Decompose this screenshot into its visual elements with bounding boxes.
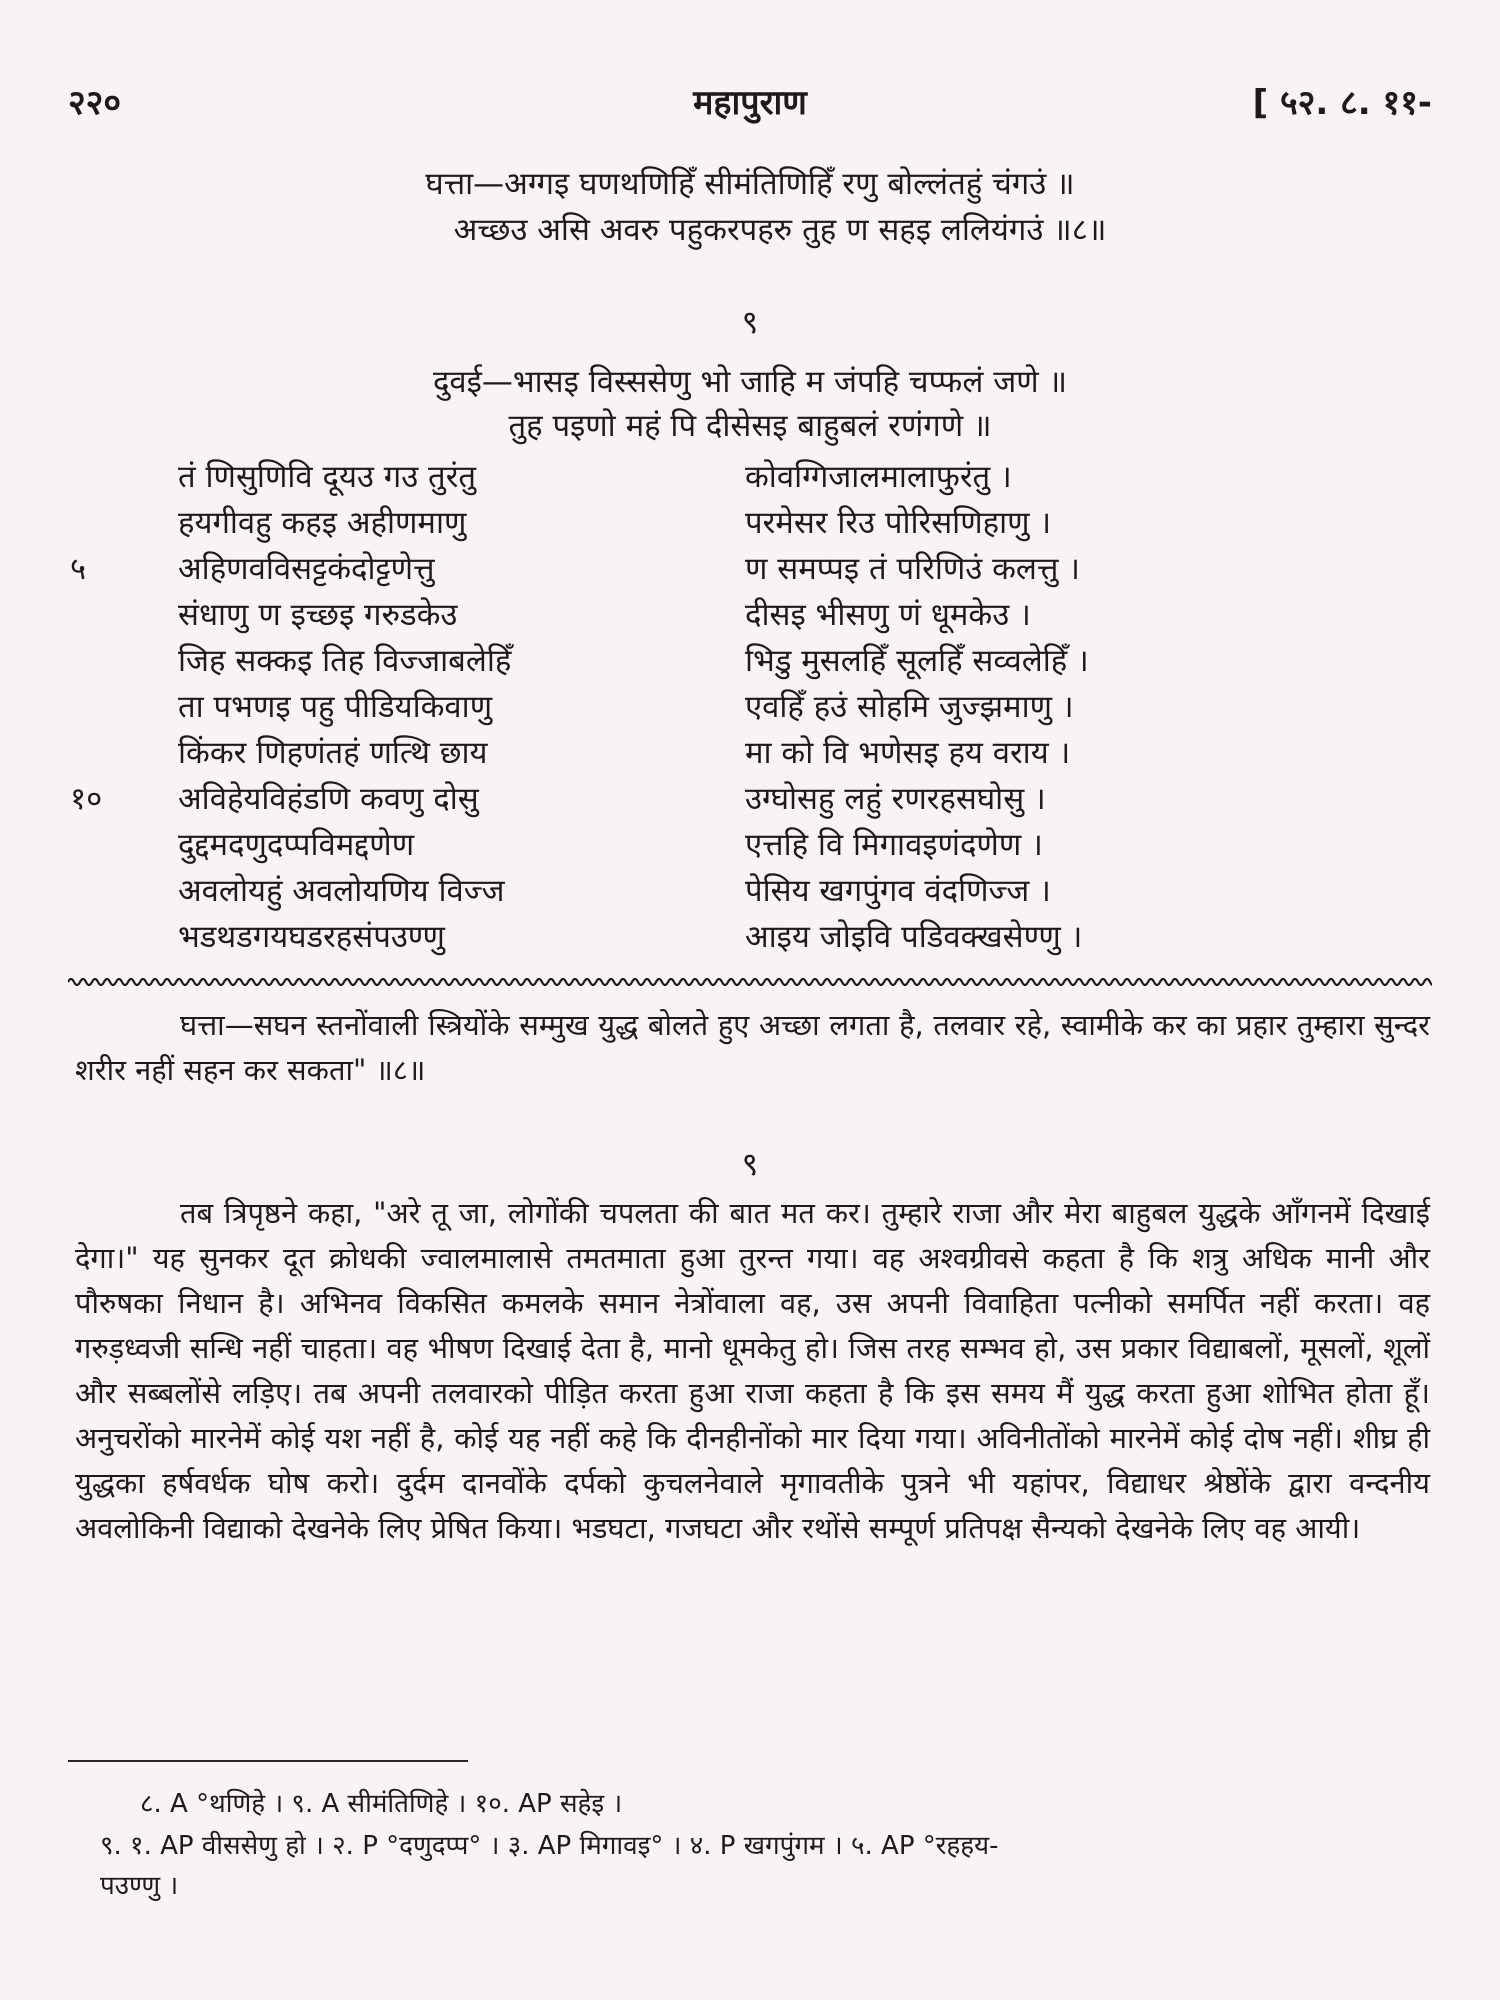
footnote-line-1: ८. A °थणिहे । ९. A सीमंतिणिहे । १०. AP सहेइ ।: [140, 1789, 623, 1819]
verse-right-half: ण समप्पइ तं परिणिउं कलत्तु ।: [745, 551, 1080, 587]
verse-right-half: भिडु मुसलहिँ सूलहिँ सव्वलेहिँ ।: [745, 643, 1089, 679]
verse-left-half: जिह सक्कइ तिह विज्जाबलेहिँ: [178, 643, 512, 679]
footnote-rule: [68, 1760, 468, 1762]
footnote-line-3: पउण्णु ।: [100, 1871, 179, 1901]
verse-row: [0, 547, 1500, 593]
verse-left-half: अविहेयविहंडणि कवणु दोसु: [178, 781, 479, 817]
line-number: ५: [70, 551, 87, 587]
verse-row: [0, 731, 1500, 777]
verse-row: [0, 501, 1500, 547]
verse-right-half: मा को वि भणेसइ हय वराय ।: [745, 735, 1071, 771]
ghatta-verse-line-2: अच्छउ असि अवरु पहुकरपहरु तुह ण सहइ ललियंगउं ॥८॥: [453, 212, 1107, 248]
verse-row: [0, 777, 1500, 823]
verse-right-half: कोवग्गिजालमालाफुरंतु ।: [745, 459, 1012, 495]
ghatta-translation: घत्ता—सघन स्तनोंवाली स्त्रियोंके सम्मुख युद्ध बोलते हुए अच्छा लगता है, तलवार रहे, स्वामीके कर का प्रहार तुम्हारा सुन्दर शरीर नहीं सहन कर सकता" ॥८॥: [75, 1008, 1430, 1087]
page-number: २२०: [68, 83, 122, 123]
verse-right-half: दीसइ भीसणु णं धूमकेउ ।: [745, 597, 1031, 633]
verse-left-half: किंकर णिहणंतहं णत्थि छाय: [178, 735, 488, 771]
verse-left-half: अहिणवविसट्टकंदोट्टणेत्तु: [178, 551, 435, 587]
verse-left-half: अवलोयहुं अवलोयणिय विज्ज: [178, 873, 505, 909]
verse-lines: [0, 455, 1500, 961]
verse-left-half: तं णिसुणिवि दूयउ गउ तुरंतु: [178, 459, 477, 495]
translation-paragraph: तब त्रिपृष्ठने कहा, "अरे तू जा, लोगोंकी चपलता की बात मत कर। तुम्हारे राजा और मेरा बाहुबल युद्धके आँगनमें दिखाई देगा।" यह सुनकर दूत क्रोधकी ज्वालमालासे तमतमाता हुआ तुरन्त गया। वह अश्वग्रीवसे कहता है कि शत्रु अधिक मानी और पौरुषका निधान है। अभिनव विकसित कमलके समान नेत्रोंवाला वह, उस अपनी विवाहिता पत्नीको समर्पित नहीं करता। वह गरुड़ध्वजी सन्धि नहीं चाहता। वह भीषण दिखाई देता है, मानो धूमकेतु हो। जिस तरह सम्भव हो, उस प्रकार विद्याबलों, मूसलों, शूलों और सब्बलोंसे लड़िए। तब अपनी तलवारको पीड़ित करता हुआ राजा कहता है कि इस समय मैं युद्ध करता हुआ शोभित होता हूँ। अनुचरोंको मारनेमें कोई यश नहीं है, कोई यह नहीं कहे कि दीनहीनोंको मार दिया गया। अविनीतोंको मारनेमें कोई दोष नहीं। शीघ्र ही युद्धका हर्षवर्धक घोष करो। दुर्दम दानवोंके दर्पको कुचलनेवाले मृगावतीके पुत्रने भी यहांपर, विद्याधर श्रेष्ठोंके द्वारा वन्दनीय अवलोकिनी विद्याको देखनेके लिए प्रेषित किया। भडघटा, गजघटा और रथोंसे सम्पूर्ण प्रतिपक्ष सैन्यको देखनेके लिए वह आयी।: [75, 1196, 1430, 1545]
ghatta-verse-line-1: घत्ता—अग्गइ घणथणिहिँ सीमंतिणिहिँ रणु बोल्लंतहुं चंगउं ॥: [425, 166, 1075, 202]
duvai-verse-line-1: दुवई—भासइ विस्ससेणु भो जाहि म जंपहि चप्फलं जणे ॥: [432, 364, 1068, 400]
verse-right-half: आइय जोइवि पडिवक्खसेण्णु ।: [745, 919, 1083, 955]
verse-row: [0, 869, 1500, 915]
verse-row: [0, 639, 1500, 685]
book-title: महापुराण: [693, 83, 807, 123]
section-number: ९: [741, 303, 759, 341]
verse-right-half: एवहिँ हउं सोहमि जुज्झमाणु ।: [745, 689, 1074, 725]
page-header: [68, 78, 1432, 128]
verse-right-half: पेसिय खगपुंगव वंदणिज्ज ।: [745, 873, 1051, 909]
verse-left-half: दुद्दमदणुदप्पविमद्दणेण: [178, 827, 415, 863]
verse-row: [0, 455, 1500, 501]
footnote-line-2: ९. १. AP वीससेणु हो । २. P °दणुदप्प° । ३. AP मिगावइ° । ४. P खगपुंगम । ५. AP °रहहय-: [100, 1831, 999, 1861]
wavy-divider: [68, 972, 1432, 992]
verse-left-half: भडथडगयघडरहसंपउण्णु: [178, 919, 445, 955]
verse-left-half: ता पभणइ पहु पीडियकिवाणु: [178, 689, 493, 725]
verse-left-half: संधाणु ण इच्छइ गरुडकेउ: [178, 597, 458, 633]
verse-row: [0, 685, 1500, 731]
verse-right-half: उग्घोसहु लहुं रणरहसघोसु ।: [745, 781, 1046, 817]
line-number: १०: [70, 781, 103, 817]
verse-row: [0, 823, 1500, 869]
translation-section-number: ९: [741, 1145, 759, 1183]
verse-right-half: एत्तहि वि मिगावइणंदणेण ।: [745, 827, 1043, 863]
verse-right-half: परमेसर रिउ पोरिसणिहाणु ।: [745, 505, 1052, 541]
verse-row: [0, 915, 1500, 961]
section-reference: [ ५२. ८. ११-: [1252, 83, 1432, 123]
verse-left-half: हयगीवहु कहइ अहीणमाणु: [178, 505, 467, 541]
verse-row: [0, 593, 1500, 639]
duvai-verse-line-2: तुह पइणो महं पि दीसेसइ बाहुबलं रणंगणे ॥: [508, 408, 992, 444]
